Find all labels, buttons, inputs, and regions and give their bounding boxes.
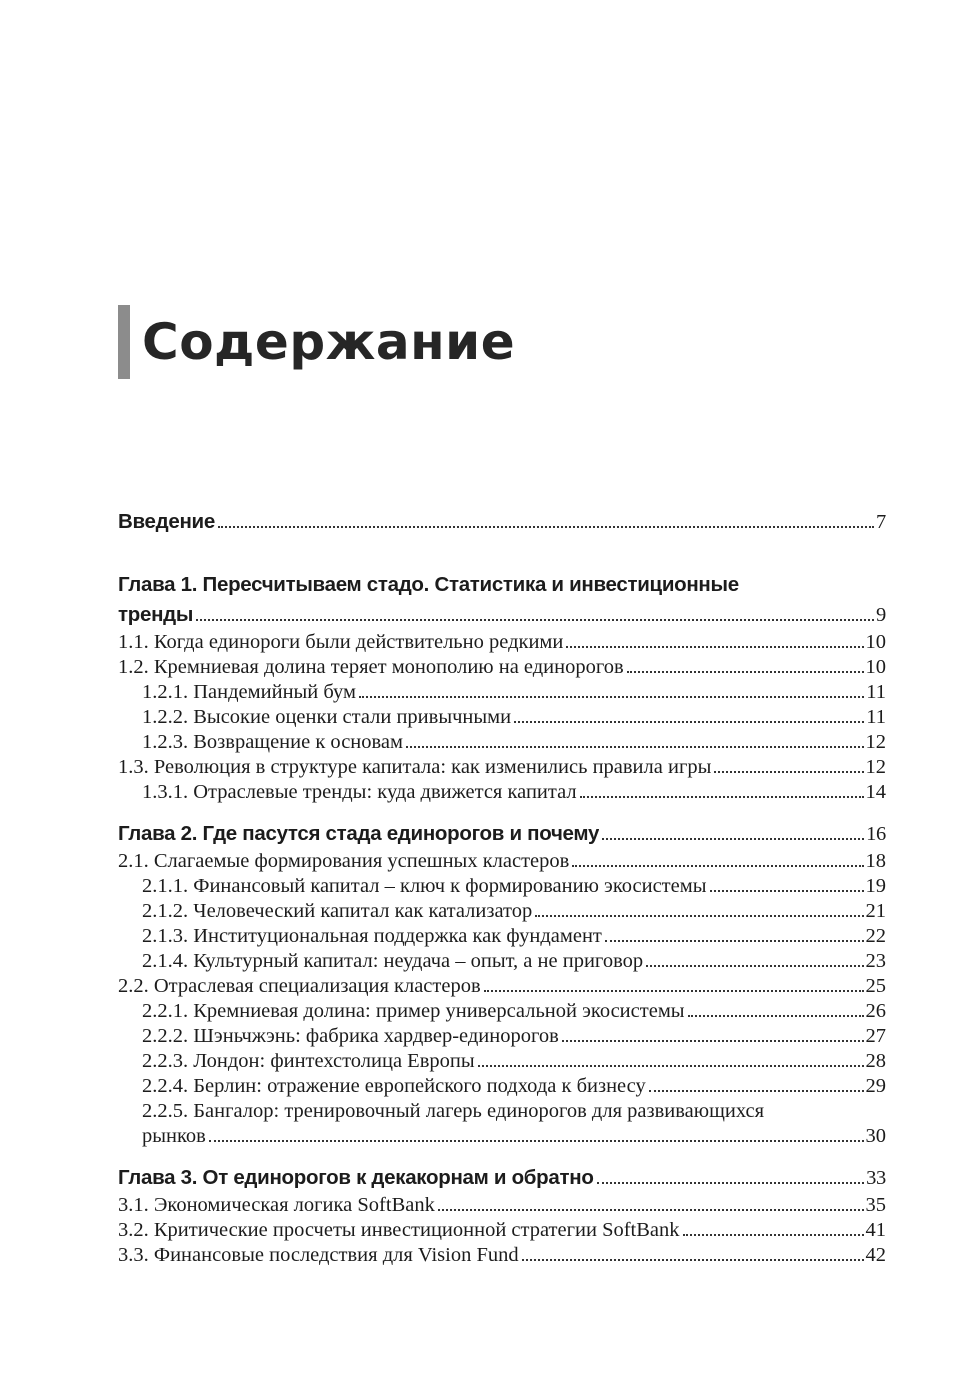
toc-entry-page: 11	[866, 706, 886, 728]
toc-entry-2-1[interactable]	[118, 849, 886, 874]
toc-entry-page: 26	[865, 1000, 886, 1022]
toc-entry-label: Введение	[118, 510, 215, 533]
toc-entry-page: 28	[865, 1050, 886, 1072]
toc-entry-label: 1.3.1. Отраслевые тренды: куда движется капитал	[142, 781, 577, 803]
toc-entry-label: 1.2.2. Высокие оценки стали привычными	[142, 706, 512, 728]
dot-leader	[710, 890, 864, 892]
toc-entry-label: тренды	[118, 603, 194, 626]
toc-entry-label: Глава 2. Где пасутся стада единорогов и почему	[118, 822, 600, 845]
toc-chapter-3[interactable]	[118, 1163, 886, 1193]
toc-entry-label: 1.2.3. Возвращение к основам	[142, 731, 403, 753]
toc-entry-2-2-1[interactable]	[118, 999, 886, 1024]
toc-entry-2-2-5[interactable]	[118, 1124, 886, 1149]
spacer	[118, 537, 886, 570]
toc-entry-page: 21	[865, 900, 886, 922]
dot-leader	[535, 915, 863, 917]
dot-leader	[406, 746, 864, 748]
dot-leader	[646, 965, 863, 967]
toc-entry-page: 42	[865, 1244, 886, 1266]
toc-entry-page: 18	[865, 850, 886, 872]
toc-chapter-1[interactable]	[118, 600, 886, 630]
toc-entry-label: 2.2.2. Шэньчжэнь: фабрика хардвер-единорогов	[142, 1025, 559, 1047]
toc-entry-page: 41	[865, 1219, 886, 1241]
dot-leader	[597, 1182, 865, 1184]
toc-entry-1-1[interactable]	[118, 630, 886, 655]
dot-leader	[602, 838, 864, 840]
toc-entry-2-2-4[interactable]	[118, 1074, 886, 1099]
toc-entry-page: 16	[866, 823, 886, 845]
toc-entry-label: 1.2.1. Пандемийный бум	[142, 681, 357, 703]
toc-entry-2-2[interactable]	[118, 974, 886, 999]
toc-entry-1-3-1[interactable]	[118, 780, 886, 805]
dot-leader	[484, 990, 864, 992]
toc-entry-label: рынков	[142, 1125, 206, 1147]
toc-entry-page: 11	[866, 681, 886, 703]
toc-entry-label: 2.1.2. Человеческий капитал как катализатор	[142, 900, 533, 922]
toc-entry-label: 2.2.4. Берлин: отражение европейского подхода к бизнесу	[142, 1075, 646, 1097]
toc-entry-page: 12	[865, 756, 886, 778]
toc-entry-page: 33	[866, 1167, 886, 1189]
toc-entry-label: 1.2. Кремниевая долина теряет монополию на единорогов	[118, 656, 624, 678]
title-accent-bar	[118, 305, 130, 379]
toc-entry-label: 1.3. Революция в структуре капитала: как изменились правила игры	[118, 756, 712, 778]
toc-entry-3-2[interactable]	[118, 1218, 886, 1243]
toc-entry-1-3[interactable]	[118, 755, 886, 780]
toc-entry-label: 1.1. Когда единороги были действительно редкими	[118, 631, 564, 653]
toc-entry-1-2[interactable]	[118, 655, 886, 680]
dot-leader	[683, 1234, 864, 1236]
dot-leader	[196, 619, 874, 621]
dot-leader	[566, 646, 863, 648]
toc-entry-label: 2.1.3. Институциональная поддержка как фундамент	[142, 925, 602, 947]
toc-entry-label: 2.1.4. Культурный капитал: неудача – опыт, а не приговор	[142, 950, 644, 972]
toc-entry-2-2-5-line[interactable]: 2.2.5. Бангалор: тренировочный лагерь единорогов для развивающихся	[142, 1100, 765, 1122]
dot-leader	[218, 526, 874, 528]
dot-leader	[605, 940, 864, 942]
toc-entry-2-2-2[interactable]	[118, 1024, 886, 1049]
toc-chapter-1-title-line[interactable]: Глава 1. Пересчитываем стадо. Статистика и инвестиционные	[118, 573, 739, 596]
toc-entry-page: 14	[865, 781, 886, 803]
toc-entry-page: 30	[865, 1125, 886, 1147]
toc-entry-intro[interactable]	[118, 507, 886, 537]
toc-entry-1-2-2[interactable]	[118, 705, 886, 730]
spacer	[118, 1149, 886, 1163]
toc-entry-label: 2.1. Слагаемые формирования успешных кластеров	[118, 850, 570, 872]
toc-entry-label: Глава 3. От единорогов к декакорнам и обратно	[118, 1166, 594, 1189]
dot-leader	[514, 721, 864, 723]
toc-entry-label: 3.1. Экономическая логика SoftBank	[118, 1194, 435, 1216]
dot-leader	[649, 1090, 864, 1092]
toc-entry-2-2-3[interactable]	[118, 1049, 886, 1074]
page-title-block	[118, 305, 515, 379]
page-title: Содержание	[142, 313, 516, 371]
dot-leader	[478, 1065, 864, 1067]
toc-entry-page: 10	[865, 656, 886, 678]
dot-leader	[627, 671, 864, 673]
toc-entry-2-1-1[interactable]	[118, 874, 886, 899]
toc-entry-page: 10	[865, 631, 886, 653]
toc-entry-label: 2.2.1. Кремниевая долина: пример универсальной экосистемы	[142, 1000, 685, 1022]
toc-entry-label: 3.2. Критические просчеты инвестиционной стратегии SoftBank	[118, 1219, 680, 1241]
dot-leader	[580, 796, 864, 798]
dot-leader	[562, 1040, 864, 1042]
toc-entry-page: 12	[865, 731, 886, 753]
dot-leader	[714, 771, 863, 773]
toc-entry-1-2-3[interactable]	[118, 730, 886, 755]
toc-entry-1-2-1[interactable]	[118, 680, 886, 705]
toc-entry-3-1[interactable]	[118, 1193, 886, 1218]
toc-entry-page: 35	[865, 1194, 886, 1216]
toc-entry-page: 27	[865, 1025, 886, 1047]
dot-leader	[438, 1209, 864, 1211]
toc-chapter-2[interactable]	[118, 819, 886, 849]
toc-entry-2-1-4[interactable]	[118, 949, 886, 974]
dot-leader	[688, 1015, 864, 1017]
dot-leader	[209, 1140, 864, 1142]
toc-entry-label: 2.1.1. Финансовый капитал – ключ к формированию экосистемы	[142, 875, 707, 897]
toc-entry-page: 7	[876, 511, 886, 533]
toc-entry-3-3[interactable]	[118, 1243, 886, 1268]
toc-entry-2-1-2[interactable]	[118, 899, 886, 924]
toc-entry-2-1-3[interactable]	[118, 924, 886, 949]
toc-entry-page: 9	[876, 604, 886, 626]
table-of-contents	[118, 507, 886, 1268]
toc-entry-page: 23	[865, 950, 886, 972]
dot-leader	[572, 865, 863, 867]
toc-entry-page: 25	[865, 975, 886, 997]
dot-leader	[359, 696, 864, 698]
toc-entry-page: 29	[865, 1075, 886, 1097]
spacer	[118, 805, 886, 819]
toc-entry-label: 3.3. Финансовые последствия для Vision Fund	[118, 1244, 519, 1266]
dot-leader	[522, 1259, 864, 1261]
toc-entry-page: 19	[865, 875, 886, 897]
toc-entry-label: 2.2. Отраслевая специализация кластеров	[118, 975, 481, 997]
toc-entry-page: 22	[865, 925, 886, 947]
toc-entry-label: 2.2.3. Лондон: финтехстолица Европы	[142, 1050, 475, 1072]
